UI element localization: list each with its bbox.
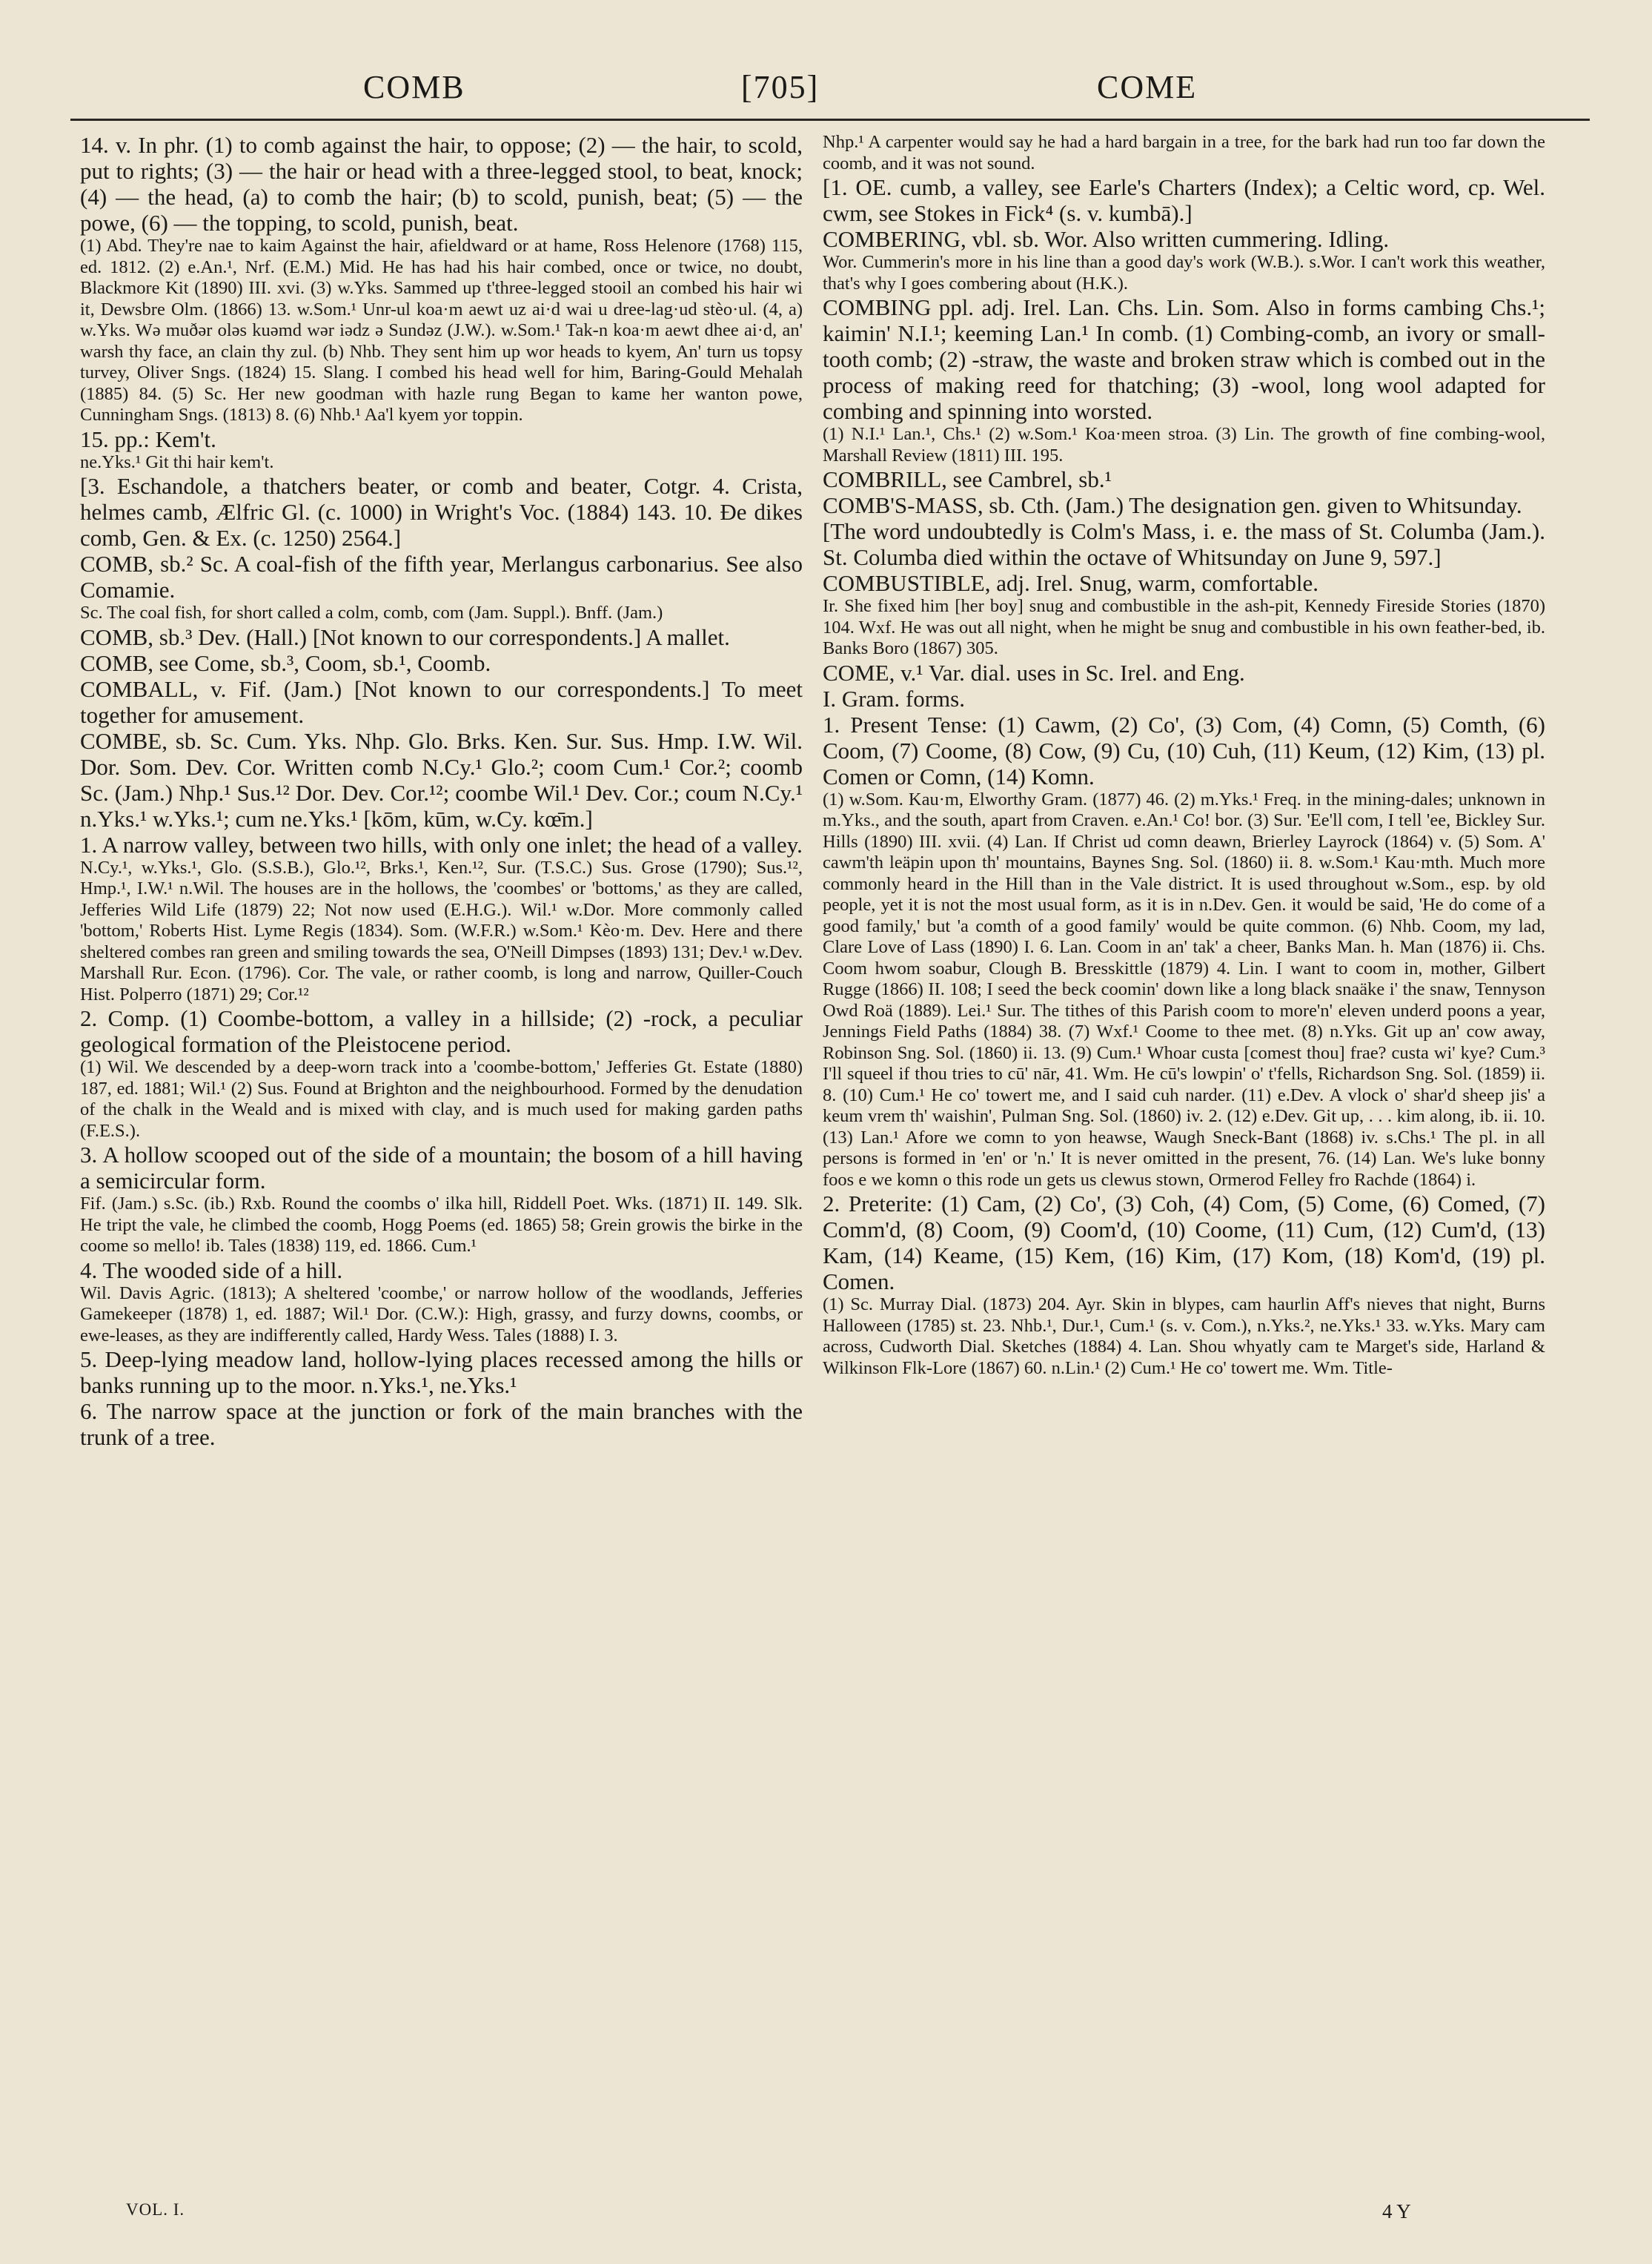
citation-paragraph: N.Cy.¹, w.Yks.¹, Glo. (S.S.B.), Glo.¹², Brks.¹, Ken.¹², Sur. (T.S.C.) Sus. Grose (1790); Sus.¹², Hmp.¹, I.W.¹ n.Wil. The houses are in the hollows, the 'coombes' or 'bottoms,' as they are called, Jefferies Wild Life (1879) 22; Not now used (E.H.G.). Wil.¹ w.Dor. More commonly called 'bottom,' Roberts Hist. Lyme Regis (1834). Som. (W.F.R.) w.Som.¹ Kèo·m. Dev. Here and there sheltered combes ran green and smiling towards the sea, O'Neill Dimpses (1893) 131; Dev.¹ w.Dev. Marshall Rur. Econ. (1796). Cor. The vale, or rather coomb, is long and narrow, Quiller-Couch Hist. Polperro (1871) 29; Cor.¹² (80, 857, 803, 1004)
signature-mark: 4 Y (1382, 2200, 1411, 2222)
citation-paragraph: (1) Wil. We descended by a deep-worn track into a 'coombe-bottom,' Jefferies Gt. Estate (1880) 187, ed. 1881; Wil.¹ (2) Sus. Found at Brighton and the neighbourhood. Formed by the denudation of the chalk in the Weald and is mixed with clay, and is much used for making garden paths (F.E.S.). (80, 1057, 803, 1141)
volume-label: VOL. I. (126, 2200, 185, 2219)
entry-paragraph: 2. Comp. (1) Coombe-bottom, a valley in a hillside; (2) -rock, a peculiar geological formation of the Pleistocene period. (80, 1005, 803, 1057)
entry-paragraph: 4. The wooded side of a hill. (80, 1257, 343, 1283)
citation-paragraph: Sc. The coal fish, for short called a colm, comb, com (Jam. Suppl.). Bnff. (Jam.) (80, 603, 663, 623)
running-head (0, 68, 1652, 113)
entry-paragraph: COMB'S-MASS, sb. Cth. (Jam.) The designation gen. given to Whitsunday. (823, 492, 1522, 518)
page-number: [705] (741, 69, 820, 105)
citation-paragraph: Ir. She fixed him [her boy] snug and combustible in the ash-pit, Kennedy Fireside Stories (1870) 104. Wxf. He was out all night, when he might be snug and combustible in his own feather-bed, ib. Banks Boro (1867) 305. (823, 596, 1545, 658)
entry-paragraph: 6. The narrow space at the junction or fork of the main branches with the trunk of a tree. (80, 1398, 803, 1450)
citation-paragraph: (1) w.Som. Kau·m, Elworthy Gram. (1877) 46. (2) m.Yks.¹ Freq. in the mining-dales; unknown in m.Yks., and the south, apart from Craven. e.An.¹ Co! bor. (3) Sur. 'Ee'll com, I tell 'ee, Bickley Sur. Hills (1890) III. xvii. (4) Lan. If Christ ud comn deawn, Brierley Layrock (1864) v. (5) Som. A' cawm'th leäpin upon th' mountains, Baynes Sng. Sol. (1860) ii. 8. w.Som.¹ Kau·mth. Much more commonly heard in the Hill than in the Vale district. It is used throughout w.Som., esp. by old people, yet it is not the most usual form, as it is in n.Dev. Gen. it would be said, 'He do come of a good family,' but 'a comth of a good family' would be quite common. (6) Nhb. Coom, my lad, Clare Love of Lass (1890) I. 6. Lan. Coom in an' tak' a cheer, Banks Man. h. Man (1876) ii. Chs. Coom hwom soabur, Clough B. Bresskittle (1879) 4. Lin. I want to coom in, mother, Gilbert Rugge (1866) II. 108; I seed the beck coomin' down like a long black snaäke i' the snaw, Tennyson Owd Roä (1889). Lei.¹ Sur. The tithes of this Parish coom to more'n' eleven underd poons a year, Jennings Field Paths (1884) 38. (7) Wxf.¹ Coome to thee met. (8) n.Yks. Git up an' cow away, Robinson Sng. Sol. (1860) ii. 13. (9) Cum.¹ Whoar custa [comest thou] frae? custa wi' kye? Cum.³ I'll squeel if thou tries to cū' nār, 41. Wm. He cū's lowpin' o' t'fells, Richardson Sng. Sol. (1859) ii. 8. (10) Cum.¹ He co' towert me, and I said cuh narder. (11) e.Dev. A vlock o' shar'd sheep jis' a keum vrem th' waishin', Pulman Sng. Sol. (1860) iv. 2. (12) e.Dev. Git up, . . . kim along, ib. ii. 10. (13) Lan.¹ Afore we comn to yon heawse, Waugh Sneck-Bant (1868) iv. s.Chs.¹ The pl. in all persons is formed in 'en' or 'n.' It is never omitted in the present, 76. (14) Lan. We's luke bonny foos e we komn o this rode un gets us clewus stown, Ormerod Felley fro Rachde (1864) i. (823, 789, 1545, 1190)
entry-paragraph: 1. A narrow valley, between two hills, with only one inlet; the head of a valley. (80, 831, 803, 858)
headword-right: COME (1097, 69, 1198, 105)
entry-paragraph: COMBRILL, see Cambrel, sb.¹ (823, 466, 1112, 492)
entry-paragraph: 3. A hollow scooped out of the side of a mountain; the bosom of a hill having a semicircular form. (80, 1142, 803, 1194)
entry-paragraph: COMBING ppl. adj. Irel. Lan. Chs. Lin. Som. Also in forms cambing Chs.¹; kaimin' N.I.¹; keeming Lan.¹ In comb. (1) Combing-comb, an ivory or small-tooth comb; (2) -straw, the waste and broken straw which is combed out in the process of making reed for thatching; (3) -wool, long wool adapted for combing and spinning into worsted. (823, 294, 1545, 424)
entry-paragraph: I. Gram. forms. (823, 685, 965, 712)
right-column (823, 132, 1545, 1379)
left-column (80, 132, 803, 1450)
entry-paragraph: 5. Deep-lying meadow land, hollow-lying places recessed among the hills or banks running up to the moor. n.Yks.¹, ne.Yks.¹ (80, 1346, 803, 1398)
entry-paragraph: 15. pp.: Kem't. (80, 426, 216, 452)
entry-paragraph: COME, v.¹ Var. dial. uses in Sc. Irel. and Eng. (823, 659, 1245, 686)
entry-paragraph: COMBALL, v. Fif. (Jam.) [Not known to our correspondents.] To meet together for amusement. (80, 675, 803, 728)
entry-paragraph: 14. v. In phr. (1) to comb against the hair, to oppose; (2) — the hair, to scold, put to rights; (3) — the hair or head with a three-legged stool, to beat, knock; (4) — the head, (a) to comb the hair; (b) to scold, punish, beat; (5) — the powe, (6) — the topping, to scold, punish, beat. (80, 132, 803, 236)
citation-paragraph: Nhp.¹ A carpenter would say he had a hard bargain in a tree, for the bark had run too far down the coomb, and it was not sound. (823, 132, 1545, 173)
citation-paragraph: (1) Abd. They're nae to kaim Against the hair, afieldward or at hame, Ross Helenore (1768) 115, ed. 1812. (2) e.An.¹, Nrf. (E.M.) Mid. He has had his hair combed, once or twice, no doubt, Blackmore Kit (1890) III. xvi. (3) w.Yks. Sammed up t'three-legged stooil an combed his hair wi it, Dewsbre Olm. (1866) 13. w.Som.¹ Unr-ul koa·m aewt uz ai·d wai u dree-lag·ud stèo·ul. (4, a) w.Yks. Wə muðər oləs kuəmd wər iədz ə Sundəz (J.W.). w.Som.¹ Tak-n koa·m aewt dhee ai·d, an' warsh thy face, an clain thy zul. (b) Nhb. They sent him up wor heads to kyem, An' turn us topsy turvey, Oliver Sngs. (1824) 15. Slang. I combed his head well for him, Baring-Gould Mehalah (1885) 84. (5) Sc. Her new goodman with hazle rung Began to kame her wanton powe, Cunningham Sngs. (1813) 8. (6) Nhb.¹ Aa'l kyem yor toppin. (80, 236, 803, 425)
citation-paragraph: Wor. Cummerin's more in his line than a good day's work (W.B.). s.Wor. I can't work this weather, that's why I goes combering about (H.K.). (823, 252, 1545, 294)
citation-paragraph: (1) Sc. Murray Dial. (1873) 204. Ayr. Skin in blypes, cam haurlin Aff's nieves that night, Burns Halloween (1785) st. 23. Nhb.¹, Dur.¹, Cum.¹ (s. v. Com.), n.Yks.², ne.Yks.¹ 33. w.Yks. Mary cam across, Cudworth Dial. Sketches (1884) 4. Lan. Shou whyatly cam te Marget's side, Harland & Wilkinson Flk-Lore (1867) 60. n.Lin.¹ (2) Cum.¹ He co' towert me. Wm. Title- (823, 1294, 1545, 1378)
entry-paragraph: [The word undoubtedly is Colm's Mass, i. e. the mass of St. Columba (Jam.). St. Columba died within the octave of Whitsunday on June 9, 597.] (823, 518, 1545, 570)
page-footer (0, 2200, 1652, 2230)
entry-paragraph: [3. Eschandole, a thatchers beater, or comb and beater, Cotgr. 4. Crista, helmes camb, Ælfric Gl. (c. 1000) in Wright's Voc. (1884) 143. 10. Ðe dikes comb, Gen. & Ex. (c. 1250) 2564.] (80, 473, 803, 551)
header-rule (70, 119, 1590, 121)
entry-paragraph: 2. Preterite: (1) Cam, (2) Co', (3) Coh, (4) Com, (5) Come, (6) Comed, (7) Comm'd, (8) Coom, (9) Coom'd, (10) Coome, (11) Cum, (12) Cum'd, (13) Kam, (14) Keame, (15) Kem, (16) Kim, (17) Kom, (18) Kom'd, (19) pl. Comen. (823, 1191, 1545, 1294)
citation-paragraph: (1) N.I.¹ Lan.¹, Chs.¹ (2) w.Som.¹ Koa·meen stroa. (3) Lin. The growth of fine combing-wool, Marshall Review (1811) III. 195. (823, 424, 1545, 466)
entry-paragraph: COMB, see Come, sb.³, Coom, sb.¹, Coomb. (80, 649, 491, 676)
citation-paragraph: ne.Yks.¹ Git thi hair kem't. (80, 451, 274, 472)
entry-paragraph: COMBE, sb. Sc. Cum. Yks. Nhp. Glo. Brks. Ken. Sur. Sus. Hmp. I.W. Wil. Dor. Som. Dev. Cor. Written comb N.Cy.¹ Glo.²; coom Cum.¹ Cor.²; coomb Sc. (Jam.) Nhp.¹ Sus.¹² Dor. Dev. Cor.¹²; coombe Wil.¹ Dev. Cor.; coum N.Cy.¹ n.Yks.¹ w.Yks.¹; cum ne.Yks.¹ [kōm, kūm, w.Cy. kœ̄m.] (80, 727, 803, 832)
entry-paragraph: COMBUSTIBLE, adj. Irel. Snug, warm, comfortable. (823, 570, 1318, 596)
entry-paragraph: 1. Present Tense: (1) Cawm, (2) Co', (3) Com, (4) Comn, (5) Comth, (6) Coom, (7) Coome, (8) Cow, (9) Cu, (10) Cuh, (11) Keum, (12) Kim, (13) pl. Comen or Comn, (14) Komn. (823, 711, 1545, 790)
citation-paragraph: Fif. (Jam.) s.Sc. (ib.) Rxb. Round the coombs o' ilka hill, Riddell Poet. Wks. (1871) II. 149. Slk. He tript the vale, he climbed the coomb, Hogg Poems (ed. 1865) 58; Grein growis the birke in the coome so mello! ib. Tales (1838) 119, ed. 1866. Cum.¹ (80, 1194, 803, 1256)
headword-left: COMB (363, 69, 465, 105)
entry-paragraph: [1. OE. cumb, a valley, see Earle's Charters (Index); a Celtic word, cp. Wel. cwm, see Stokes in Fick⁴ (s. v. kumbā).] (823, 174, 1545, 226)
entry-paragraph: COMBERING, vbl. sb. Wor. Also written cummering. Idling. (823, 226, 1390, 252)
entry-paragraph: COMB, sb.² Sc. A coal-fish of the fifth year, Merlangus carbonarius. See also Comamie. (80, 551, 803, 603)
entry-paragraph: COMB, sb.³ Dev. (Hall.) [Not known to our correspondents.] A mallet. (80, 623, 730, 650)
citation-paragraph: Wil. Davis Agric. (1813); A sheltered 'coombe,' or narrow hollow of the woodlands, Jefferies Gamekeeper (1878) 1, ed. 1887; Wil.¹ Dor. (C.W.): High, grassy, and furzy downs, coombs, or ewe-leases, as they are indifferently called, Hardy Wess. Tales (1888) I. 3. (80, 1282, 803, 1346)
